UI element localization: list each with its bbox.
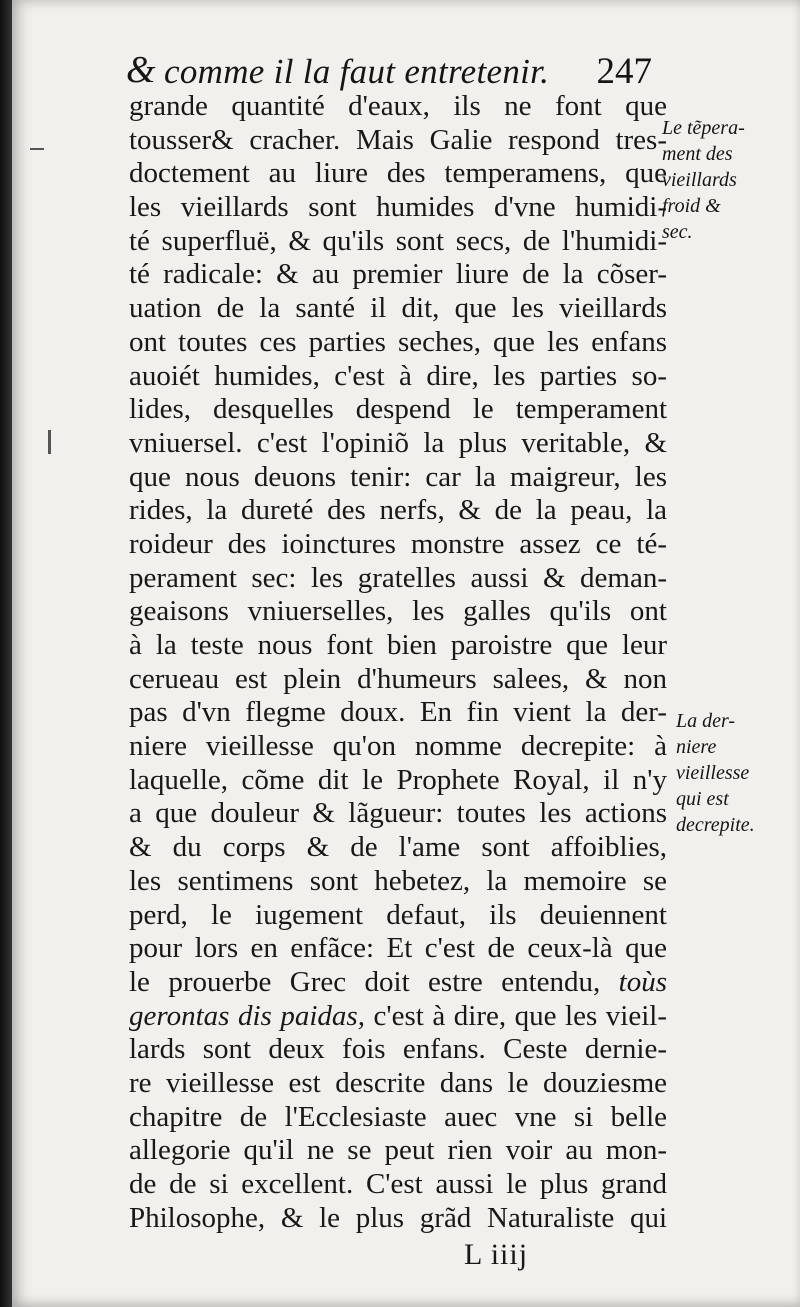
margin-note-line: La der- [676, 710, 736, 732]
text-line: té superfluë, & qu'ils sont secs, de l'humidi- [129, 224, 667, 257]
margin-note-line: qui est [676, 788, 729, 810]
header-ampersand: & [126, 49, 156, 91]
text-line: pour lors en enfãce: Et c'est de ceux-là que [129, 932, 667, 965]
margin-note-line: niere [676, 736, 717, 758]
text-line: niere vieillesse qu'on nomme decrepite: à [129, 730, 667, 763]
text-line: té radicale: & au premier liure de la cõser- [129, 258, 667, 291]
text-segment: le prouerbe Grec doit estre entendu, [129, 965, 601, 998]
text-line: que nous deuons tenir: car la maigreur, les [129, 460, 667, 493]
text-line: cerueau est plein d'humeurs salees, & non [129, 662, 667, 695]
margin-note-line: vieillesse [676, 762, 750, 784]
text-line-mixed [129, 1000, 667, 1034]
margin-note-line: sec. [662, 221, 693, 243]
margin-note-decrepitude [676, 708, 755, 838]
greek-term: gerontas dis paidas, [129, 999, 365, 1032]
book-page [12, 0, 800, 1307]
text-line: ont toutes ces parties seches, que les enfans [129, 325, 667, 358]
margin-note-line: vieillards [662, 169, 737, 191]
text-line: allegorie qu'il ne se peut rien voir au mon- [129, 1134, 667, 1167]
text-line: rides, la dureté des nerfs, & de la peau, la [129, 494, 667, 527]
body-text [129, 90, 667, 1235]
header-title: comme il la faut entretenir. [164, 52, 550, 91]
text-line: auoiét humides, c'est à dire, les parties so- [129, 359, 667, 392]
text-line: geaisons vniuerselles, les galles qu'ils ont [129, 595, 667, 628]
text-line: pas d'vn flegme doux. En fin vient la der- [129, 696, 667, 729]
text-line-mixed [129, 966, 667, 1000]
margin-mark [48, 430, 51, 454]
text-line: vniuersel. c'est l'opiniõ la plus veritable, & [129, 426, 667, 459]
text-line: à la teste nous font bien paroistre que leur [129, 629, 667, 661]
margin-note-line: ment des [662, 143, 733, 165]
margin-note-line: decrepite. [676, 814, 755, 836]
text-line: perament sec: les gratelles aussi & deman- [129, 561, 667, 594]
text-line: re vieillesse est descrite dans le douziesme [129, 1066, 667, 1099]
text-line: laquelle, cõme dit le Prophete Royal, il n'y [129, 763, 667, 796]
margin-note-temperament [662, 115, 745, 245]
text-line: les sentimens sont hebetez, la memoire se [129, 864, 667, 897]
running-header [112, 40, 672, 90]
text-line: tousser& cracher. Mais Galie respond tres- [129, 123, 667, 156]
text-line: de de si excellent. C'est aussi le plus grand [129, 1168, 667, 1200]
text-segment: c'est à dire, que les vieil- [364, 999, 668, 1032]
text-line: uation de la santé il dit, que les vieillards [129, 292, 667, 325]
text-line: & du corps & de l'ame sont affoiblies, [129, 831, 667, 864]
text-line: perd, le iugement defaut, ils deuiennent [129, 898, 667, 931]
text-line: lards sont deux fois enfans. Ceste dernie- [129, 1033, 667, 1066]
text-line: chapitre de l'Ecclesiaste auec vne si belle [129, 1100, 667, 1133]
margin-note-line: froid & [662, 195, 721, 217]
text-line: roideur des ioinctures monstre assez ce té- [129, 527, 667, 560]
signature-mark: L iiij [464, 1238, 529, 1271]
text-line: grande quantité d'eaux, ils ne font que [129, 90, 667, 122]
margin-dash [30, 148, 44, 150]
text-line: a que douleur & lãgueur: toutes les actions [129, 797, 667, 830]
text-line: lides, desquelles despend le temperament [129, 393, 667, 426]
greek-term: toùs [618, 965, 667, 998]
text-line: les vieillards sont humides d'vne humidi- [129, 191, 667, 224]
text-line: Philosophe, & le plus grãd Naturaliste qui [129, 1201, 667, 1234]
page-number: 247 [596, 51, 652, 92]
margin-note-line: Le tẽpera- [662, 117, 745, 139]
text-line: doctement au liure des temperamens, que [129, 157, 667, 190]
